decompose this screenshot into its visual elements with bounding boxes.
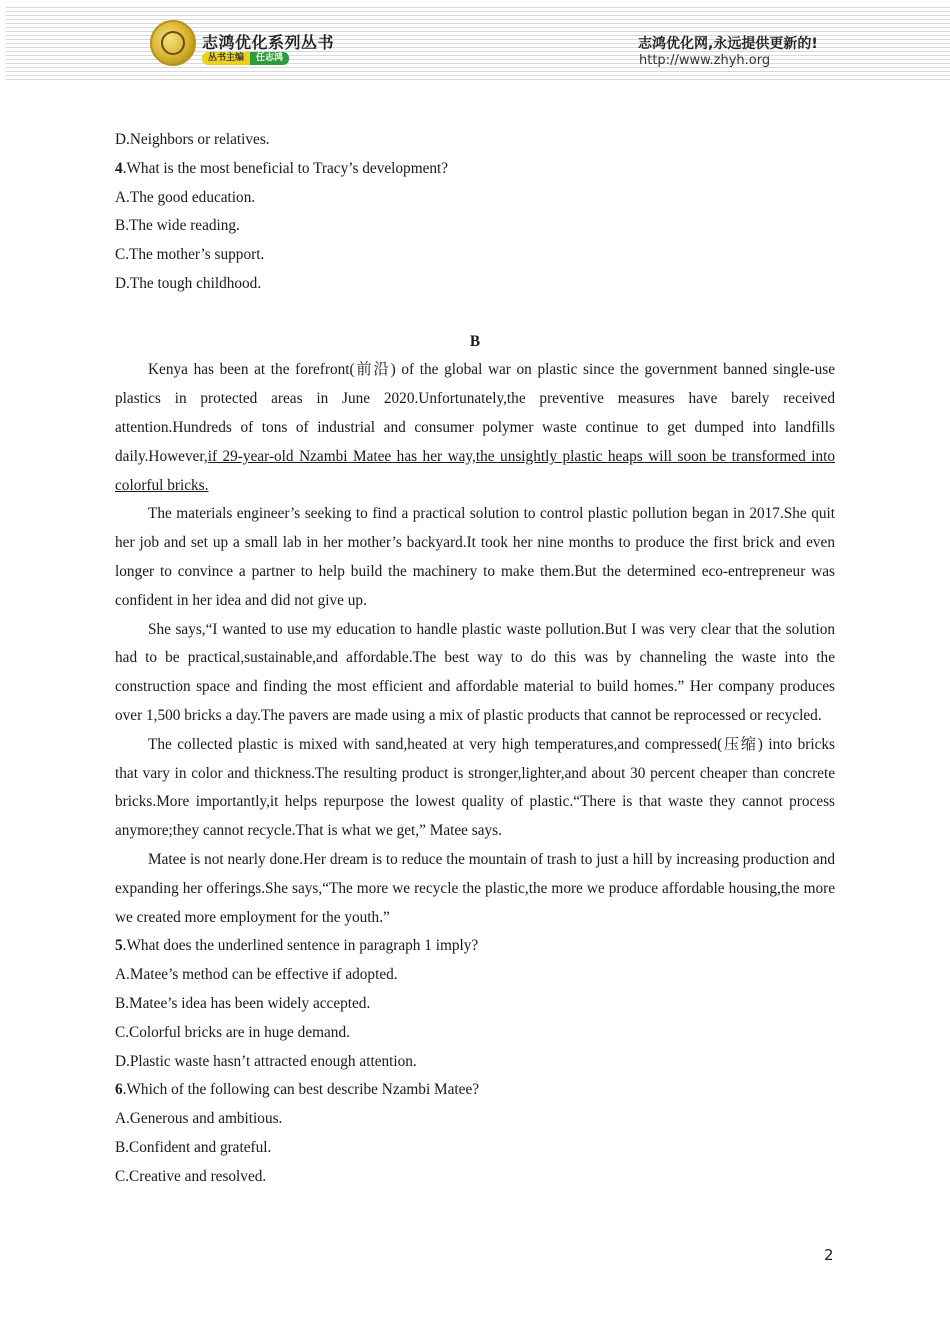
q3-option-d: D.Neighbors or relatives.: [115, 131, 270, 148]
question-5: [115, 932, 835, 961]
q5-option-d: D.Plastic waste hasn’t attracted enough attention.: [115, 1052, 417, 1070]
question-number: 4: [115, 159, 123, 177]
question-number: 5: [115, 937, 123, 955]
passage-paragraph-1: [115, 356, 835, 500]
q4-option-d: D.The tough childhood.: [115, 274, 262, 292]
question-number: 6: [115, 1081, 123, 1099]
q4-option-c: C.The mother’s support.: [115, 246, 265, 264]
question-6: [115, 1076, 835, 1105]
question-text: .What does the underlined sentence in paragraph 1 imply?: [122, 937, 479, 955]
question-4: [115, 155, 835, 184]
q6-option-c: C.Creative and resolved.: [115, 1167, 267, 1185]
badge-label: 丛书主编: [202, 52, 250, 65]
passage-heading: B: [469, 332, 481, 350]
publisher-logo-icon: [150, 20, 196, 66]
page-header: [6, 4, 950, 80]
passage-paragraph-5: Matee is not nearly done.Her dream is to reduce the mountain of trash to just a hill by increasing production and expanding her offerings.She says,“The more we recycle the plastic,the more we produce affordable housing,the more we created more employment for the youth.”: [115, 850, 835, 926]
q4-option-b: B.The wide reading.: [115, 217, 240, 235]
passage-paragraph-3: She says,“I wanted to use my education to handle plastic waste pollution.But I was very clear that the solution had to be practical,sustainable,and affordable.The best way to do this was by channeling the waste into the construction space and finding the most efficient and affordable material to build homes.” Her company produces over 1,500 bricks a day.The pavers are made using a mix of plastic products that cannot be reprocessed or recycled.: [115, 620, 835, 724]
series-title: 志鸿优化系列丛书: [202, 33, 335, 52]
badge-name: 任志鸿: [250, 52, 289, 65]
site-slogan: 志鸿优化网,永远提供更新的!: [638, 36, 818, 52]
q5-option-b: B.Matee’s idea has been widely accepted.: [115, 994, 371, 1012]
q6-option-a: A.Generous and ambitious.: [115, 1110, 283, 1128]
passage-paragraph-4: The collected plastic is mixed with sand,heated at very high temperatures,and compressed(压缩) into bricks that vary in color and thickness.The resulting product is stronger,lighter,and about 30 percent cheaper than concrete bricks.More importantly,it helps repurpose the lowest quality of plastic.“There is that waste they cannot process anymore;they cannot recycle.That is what we get,” Matee says.: [115, 735, 835, 840]
page-number: 2: [824, 1246, 834, 1264]
q5-option-c: C.Colorful bricks are in huge demand.: [115, 1023, 350, 1041]
underlined-sentence: if 29-year-old Nzambi Matee has her way,the unsightly plastic heaps will soon be transformed into colorful bricks.: [115, 447, 835, 494]
passage-paragraph-2: The materials engineer’s seeking to find a practical solution to control plastic pollution began in 2017.She quit her job and set up a small lab in her mother’s backyard.It took her nine months to produce the first brick and even longer to convince a partner to help build the machinery to make them.But the determined eco-entrepreneur was confident in her idea and did not give up.: [115, 505, 835, 609]
q4-option-a: A.The good education.: [115, 188, 256, 206]
question-text: .Which of the following can best describe Nzambi Matee?: [122, 1081, 480, 1099]
question-text: .What is the most beneficial to Tracy’s development?: [122, 159, 449, 177]
editor-badge: [202, 52, 289, 65]
q6-option-b: B.Confident and grateful.: [115, 1138, 272, 1156]
q5-option-a: A.Matee’s method can be effective if adopted.: [115, 966, 398, 984]
spacer: [115, 299, 835, 328]
document-body: [115, 126, 835, 1191]
paragraph-text: Kenya has been at the forefront(前沿) of the global war on plastic since the government banned single-use plastics in protected areas in June 2020.Unfortunately,the preventive measures have barely received attention.Hundreds of tons of industrial and consumer polymer waste continue to get dumped into landfills daily.However,: [115, 361, 835, 465]
site-url: http://www.zhyh.org: [639, 53, 771, 68]
